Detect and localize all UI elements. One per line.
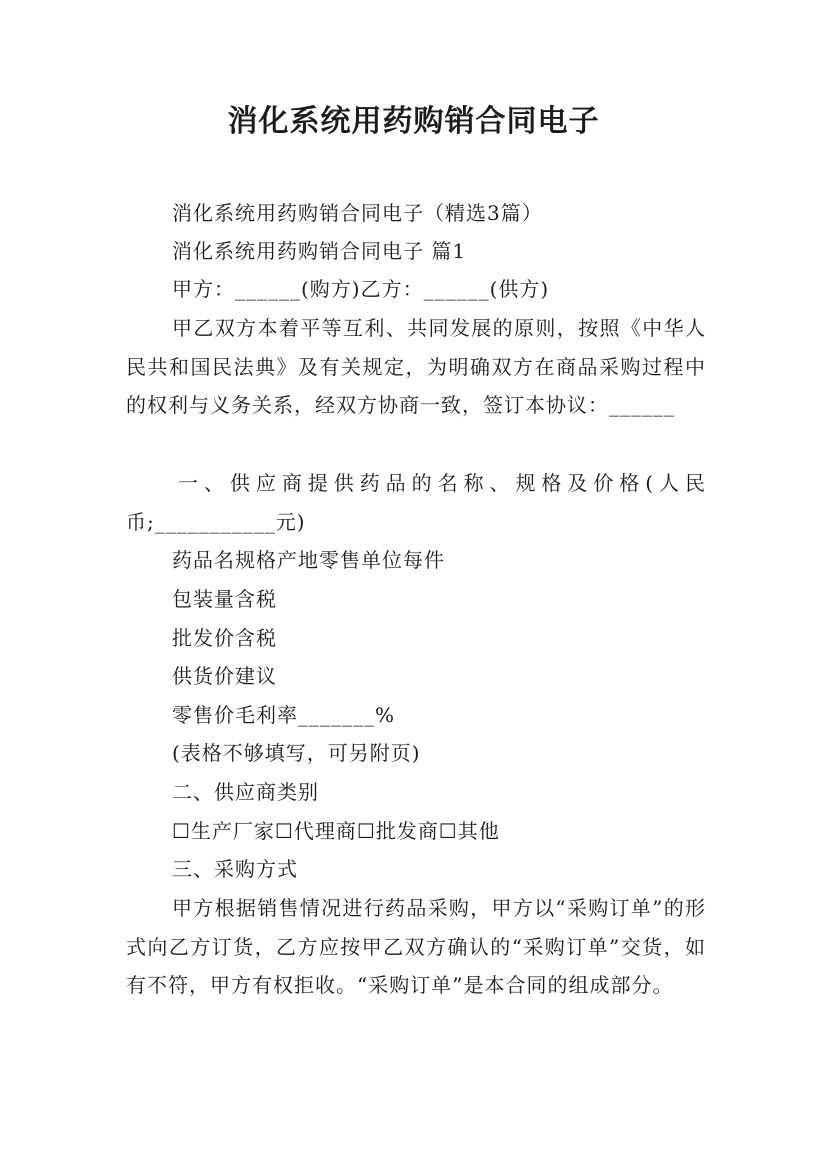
document-title: 消化系统用药购销合同电子 [227,104,600,139]
table-line-3: 批发价含税 [172,626,277,650]
clause2-options: ☐生产厂家☐代理商☐批发商☐其他 [172,819,500,843]
clause1-line1: 一、供应商提供药品的名称、规格及价格(人民 [178,471,706,495]
section-header: 消化系统用药购销合同电子 篇1 [172,239,467,263]
table-line-4: 供货价建议 [172,664,277,688]
parties-line: 甲方：______(购方)乙方：______(供方) [172,277,550,301]
table-line-5: 零售价毛利率_______% [172,703,396,727]
clause2-title: 二、供应商类别 [172,780,319,804]
table-note: (表格不够填写，可另附页) [172,741,421,765]
table-line-1: 药品名规格产地零售单位每件 [172,548,445,572]
intro-paragraph: 甲乙双方本着平等互利、共同发展的原则，按照《中华人民共和国民法典》及有关规定，为明确双方在商品采购过程中的权利与义务关系，经双方协商一致，签订本协议：______ [126,316,706,418]
clause3-paragraph: 甲方根据销售情况进行药品采购，甲方以“采购订单”的形式向乙方订货，乙方应按甲乙双方确认的“采购订单”交货，如有不符，甲方有权拒收。“采购订单”是本合同的组成部分。 [126,896,706,998]
clause3-title: 三、采购方式 [172,857,298,881]
clause1-line2: 币;___________元) [126,510,306,534]
document-subtitle: 消化系统用药购销合同电子（精选3篇） [172,201,543,225]
table-line-2: 包装量含税 [172,587,277,611]
